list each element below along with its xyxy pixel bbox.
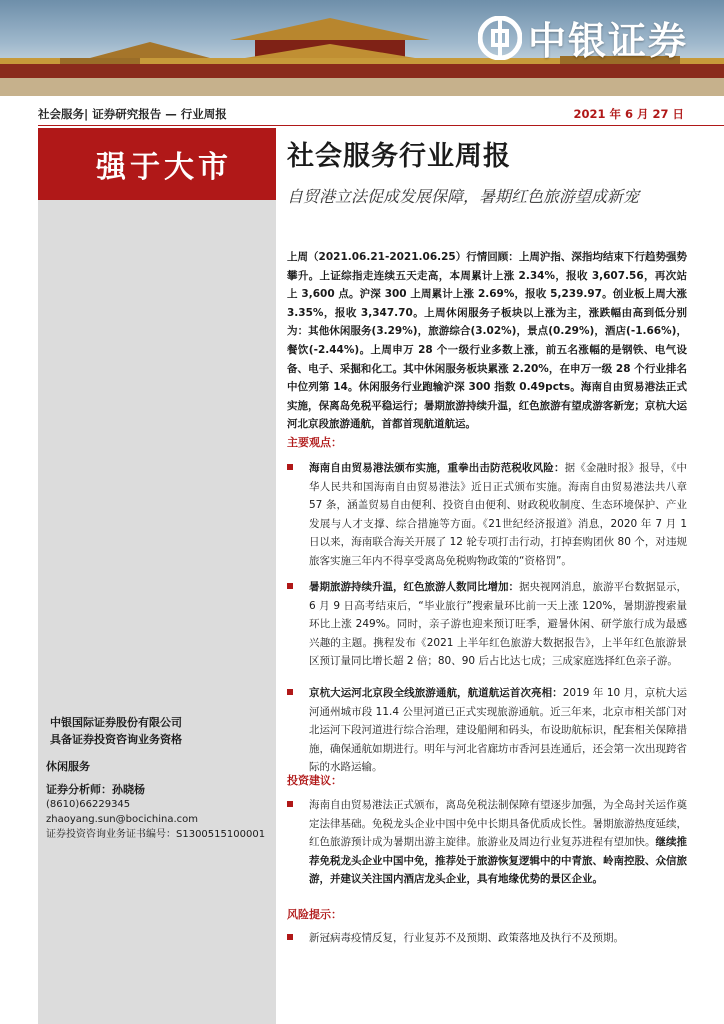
investment-body: 海南自由贸易港法正式颁布，离岛免税法制保障有望逐步加强，为全岛封关运作奠定法律基础。免税龙头企业中国中免中长期具备优质成长性。暑期旅游热度延续，红色旅游预计成为暑期出游主旋律。旅游业及周边行业复苏进程有望加快。 (309, 799, 687, 849)
bullet-lead: 海南自由贸易港法颁布实施，重拳出击防范税收风险： (309, 462, 565, 474)
analyst-phone: (8610)66229345 (46, 799, 131, 810)
bullet-square-icon (287, 464, 293, 470)
bullet-lead: 暑期旅游持续升温，红色旅游人数同比增加： (309, 581, 519, 593)
bullet-square-icon (287, 801, 293, 807)
list-item (287, 684, 687, 777)
analyst-license: 证券投资咨询业务证书编号：S1300515100001 (46, 829, 266, 840)
list-item (287, 929, 687, 948)
report-header-bar (38, 103, 724, 126)
company-name: 中银国际证券股份有限公司 (50, 716, 182, 729)
list-item (287, 796, 687, 889)
page-subtitle: 自贸港立法促成发展保障，暑期红色旅游望成新宠 (287, 187, 640, 206)
bullet-body: 据《金融时报》报导，《中华人民共和国海南自由贸易港法》近日正式颁布实施。海南自由贸易港法共八章 57 条，涵盖贸易自由便利、投资自由便利、财政税收制度、生态环境保护、产业发展与人才支撑、综合措施等方面。《21世纪经济报道》消息，2020 年 7 月 1 日以来，海南联合海关开展了 12 轮专项打击行动，打掉套购团伙 80 个，对违规旅客实施三年内不得享受离岛免税购物政策的“资格罚”。 (309, 462, 688, 567)
report-category: 社会服务| 证券研究报告 — 行业周报 (38, 107, 227, 121)
company-info (50, 714, 182, 748)
analyst-name: 证券分析师：孙晓杨 (46, 783, 145, 796)
section-investment: 投资建议： (287, 774, 342, 787)
page-title: 社会服务行业周报 (287, 141, 511, 172)
boc-logo-icon (478, 16, 522, 60)
risk-body: 新冠病毒疫情反复，行业复苏不及预期、政策落地及执行不及预期。 (309, 932, 624, 944)
section-risk: 风险提示： (287, 908, 342, 921)
rating-box (38, 128, 276, 200)
analyst-info (46, 782, 265, 842)
bullet-lead: 京杭大运河北京段全线旅游通航，航道航运首次亮相： (309, 687, 563, 699)
bullet-square-icon (287, 689, 293, 695)
bullet-square-icon (287, 583, 293, 589)
bullet-body: 2019 年 10 月，京杭大运河通州城市段 11.4 公里河道已正式实现旅游通航。近三年来，北京市相关部门对北运河下段河道进行综合治理，建设船闸和码头，布设助航标识，配套相关保障措施，确保通航如期进行。明年与河北省廊坊市香河县连通后，还会第一次出现跨省际的水路运输。 (309, 687, 687, 774)
summary-paragraph: 上周（2021.06.21-2021.06.25）行情回顾：上周沪指、深指均结束下行趋势强势攀升。上证综指走连续五天走高，本周累计上涨 2.34%，报收 3,607.56，再次站上 3,600 点。沪深 300 上周累计上涨 2.69%，报收 5,239.97。创业板上周大涨 3.35%，报收 3,347.70。上周休闲服务子板块以上涨为主，涨跌幅由高到低分别为：其他休闲服务(3.29%)，旅游综合(3.02%)，景点(0.29%)，酒店(-1.66%)，餐饮(-2.44%)。上周申万 28 个一级行业多数上涨，前五名涨幅的是钢铁、电气设备、电子、采掘和化工。其中休闲服务板块累涨 2.20%，在申万一级 28 个行业排名中位列第 14。休闲服务行业跑输沪深 300 指数 0.49pcts。海南自由贸易港法正式实施，保离岛免税平稳运行；暑期旅游持续升温，红色旅游有望成游客新宠；京杭大运河北京段旅游通航，首都首现航道航运。 (287, 251, 687, 431)
list-item (287, 578, 687, 671)
bullet-square-icon (287, 934, 293, 940)
hero-banner (0, 0, 724, 96)
section-main-points: 主要观点： (287, 436, 342, 449)
investment-recommendation: 继续推荐免税龙头企业中国中免，推荐处于旅游恢复逻辑中的中青旅、岭南控股、众信旅游，并建议关注国内酒店龙头企业，具有地缘优势的景区企业。 (309, 836, 687, 886)
rating-label: 强于大市 (96, 150, 232, 185)
brand-name: 中银证券 (528, 18, 689, 63)
company-qualification: 具备证券投资咨询业务资格 (50, 733, 182, 746)
sector-label: 休闲服务 (46, 760, 90, 773)
report-date: 2021 年 6 月 27 日 (573, 107, 684, 121)
sidebar (38, 128, 276, 1024)
bullet-body: 据央视网消息，旅游平台数据显示，6 月 9 日高考结束后，“毕业旅行”搜索量环比前一天上涨 120%，暑期游搜索量环比上涨 249%。同时，亲子游也迎来预订旺季，避暑休闲、研学旅行成为最感兴趣的主题。携程发布《2021 上半年红色旅游大数据报告》，上半年红色旅游景区预订量同比增长超 2 倍；80、90 后占比达七成；三成家庭选择红色亲子游。 (309, 581, 687, 668)
analyst-email[interactable]: zhaoyang.sun@bocichina.com (46, 814, 198, 825)
list-item (287, 459, 687, 571)
